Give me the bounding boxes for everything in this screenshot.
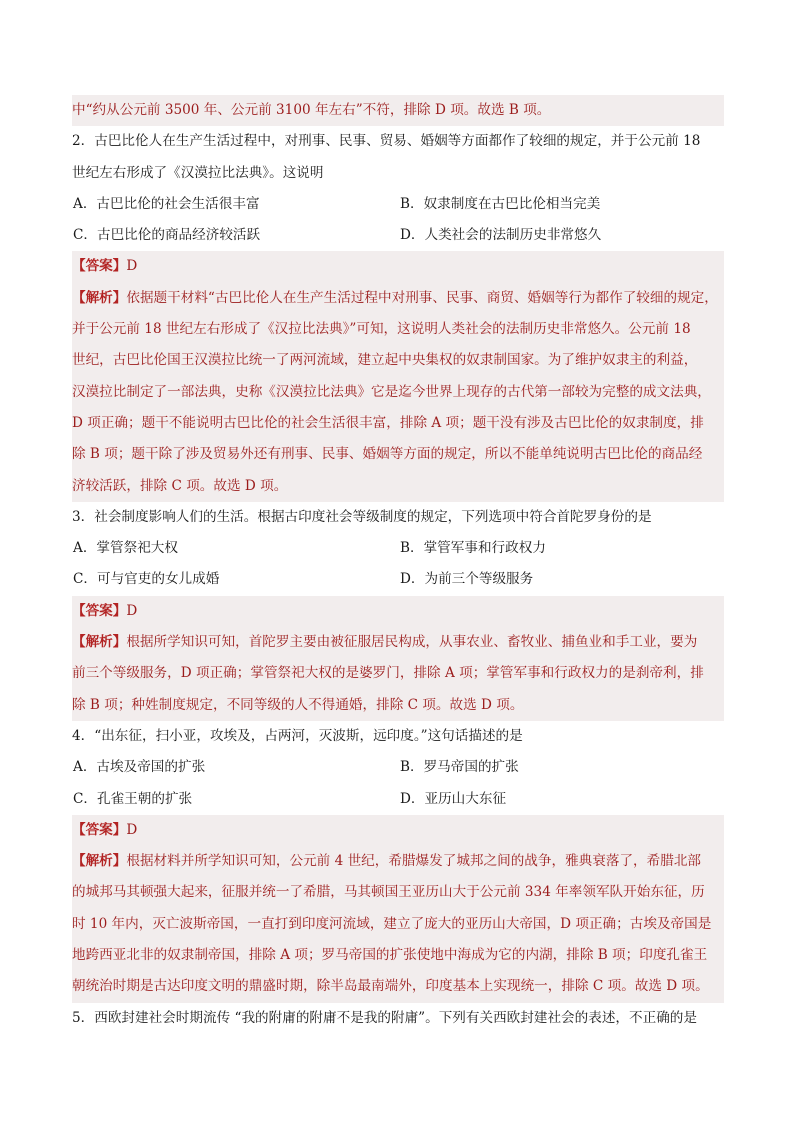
analysis-line <box>72 627 724 658</box>
question-4 <box>72 721 724 1003</box>
options-row <box>72 220 724 251</box>
analysis-line: 并于公元前 18 世纪左右形成了《汉拉比法典》”可知，这说明人类社会的法制历史非常悠久。公元前 18 <box>72 321 691 338</box>
analysis-line: 地跨西亚北非的奴隶制帝国，排除 A 项；罗马帝国的扩张使地中海成为它的内湖，排除 B 项；印度孔雀王 <box>72 947 708 964</box>
document-page <box>72 95 724 1034</box>
options-row <box>72 752 724 783</box>
question-stem: 世纪左右形成了《汉漠拉比法典》。这说明 <box>72 164 324 181</box>
analysis-line: D 项正确；题干不能说明古巴比伦的社会生活很丰富，排除 A 项；题干没有涉及古巴比伦的奴隶制度，排 <box>72 414 704 431</box>
answer-value: D <box>126 602 138 619</box>
question-3 <box>72 502 724 721</box>
analysis-line: 世纪，古巴比伦国王汉漠拉比统一了两河流域，建立起中央集权的奴隶制国家。为了维护奴隶主的利益， <box>72 352 698 369</box>
option-a: A．掌管祭祀大权 <box>73 540 178 557</box>
option-a: A．古埃及帝国的扩张 <box>73 759 206 776</box>
analysis-label: 【解析】 <box>72 634 127 651</box>
answer-label: 【答案】 <box>72 258 127 275</box>
option-d: D．人类社会的法制历史非常悠久 <box>400 227 602 244</box>
options-row <box>72 533 724 564</box>
question-stem: 4．“出东征，扫小亚，攻埃及，占两河，灭波斯，远印度。”这句话描述的是 <box>72 727 523 744</box>
analysis-line: 前三个等级服务，D 项正确；掌管祭祀大权的是婆罗门，排除 A 项；掌管军事和行政权力的是刹帝利，排 <box>72 665 704 682</box>
question-5-stem: 5．西欧封建社会时期流传 “我的附庸的附庸不是我的附庸”。下列有关西欧封建社会的表述，不正确的是 <box>72 1009 697 1026</box>
options-row <box>72 564 724 595</box>
options-row <box>72 784 724 815</box>
analysis-label: 【解析】 <box>72 853 127 870</box>
analysis-line: 除 B 项；题干除了涉及贸易外还有刑事、民事、婚姻等方面的规定，所以不能单纯说明古巴比伦的商品经 <box>72 446 703 463</box>
options-row <box>72 189 724 220</box>
answer-value: D <box>126 258 138 275</box>
option-b: B．罗马帝国的扩张 <box>400 759 519 776</box>
option-c: C．孔雀王朝的扩张 <box>73 790 193 807</box>
analysis-line: 汉漠拉比制定了一部法典，史称《汉漠拉比法典》它是迄今世界上现存的古代第一部较为完整的成文法典， <box>72 383 711 400</box>
analysis-line: 济较活跃，排除 C 项。故选 D 项。 <box>72 477 288 494</box>
answer-label: 【答案】 <box>72 602 127 619</box>
analysis-line: 时 10 年内，灭亡波斯帝国，一直打到印度河流域，建立了庞大的亚历山大帝国，D 项正确；古埃及帝国是 <box>72 915 712 932</box>
question-stem: 2．古巴比伦人在生产生活过程中，对刑事、民事、贸易、婚姻等方面都作了较细的规定，并于公元前 18 <box>72 133 701 150</box>
analysis-line: 朝统治时期是古达印度文明的鼎盛时期，除半岛最南端外，印度基本上实现统一，排除 C 项。故选 D 项。 <box>72 978 709 995</box>
answer-line <box>72 815 724 846</box>
option-b: B．掌管军事和行政权力 <box>400 540 546 557</box>
question-2 <box>72 126 724 502</box>
analysis-block <box>72 846 724 1002</box>
analysis-text: 根据材料并所学知识可知，公元前 4 世纪，希腊爆发了城邦之间的战争，雅典衰落了，希腊北部 <box>126 853 702 870</box>
option-a: A．古巴比伦的社会生活很丰富 <box>73 195 260 212</box>
option-d: D．为前三个等级服务 <box>400 571 534 588</box>
analysis-continuation: 中“约从公元前 3500 年、公元前 3100 年左右”不符，排除 D 项。故选 B 项。 <box>72 95 724 126</box>
answer-label: 【答案】 <box>72 821 127 838</box>
analysis-text: 根据所学知识可知，首陀罗主要由被征服居民构成，从事农业、畜牧业、捕鱼业和手工业，要为 <box>126 634 698 651</box>
analysis-block <box>72 283 724 502</box>
option-c: C．可与官吏的女儿成婚 <box>73 571 220 588</box>
analysis-text: 依据题干材料“古巴比伦人在生产生活过程中对刑事、民事、商贸、婚姻等行为都作了较细的规定， <box>126 289 718 306</box>
option-d: D．亚历山大东征 <box>400 790 507 807</box>
analysis-block <box>72 627 724 721</box>
option-b: B．奴隶制度在古巴比伦相当完美 <box>400 195 601 212</box>
answer-value: D <box>126 821 138 838</box>
analysis-line <box>72 846 724 877</box>
analysis-line: 除 B 项；种姓制度规定，不同等级的人不得通婚，排除 C 项。故选 D 项。 <box>72 696 524 713</box>
analysis-line: 的城邦马其顿强大起来，征服并统一了希腊，马其顿国王亚历山大于公元前 334 年率领军队开始东征，历 <box>72 884 705 901</box>
answer-line <box>72 251 724 282</box>
question-stem: 3．社会制度影响人们的生活。根据古印度社会等级制度的规定，下列选项中符合首陀罗身份的是 <box>72 508 652 525</box>
analysis-label: 【解析】 <box>72 289 127 306</box>
option-c: C．古巴比伦的商品经济较活跃 <box>73 227 261 244</box>
answer-line <box>72 596 724 627</box>
analysis-line <box>72 283 724 314</box>
